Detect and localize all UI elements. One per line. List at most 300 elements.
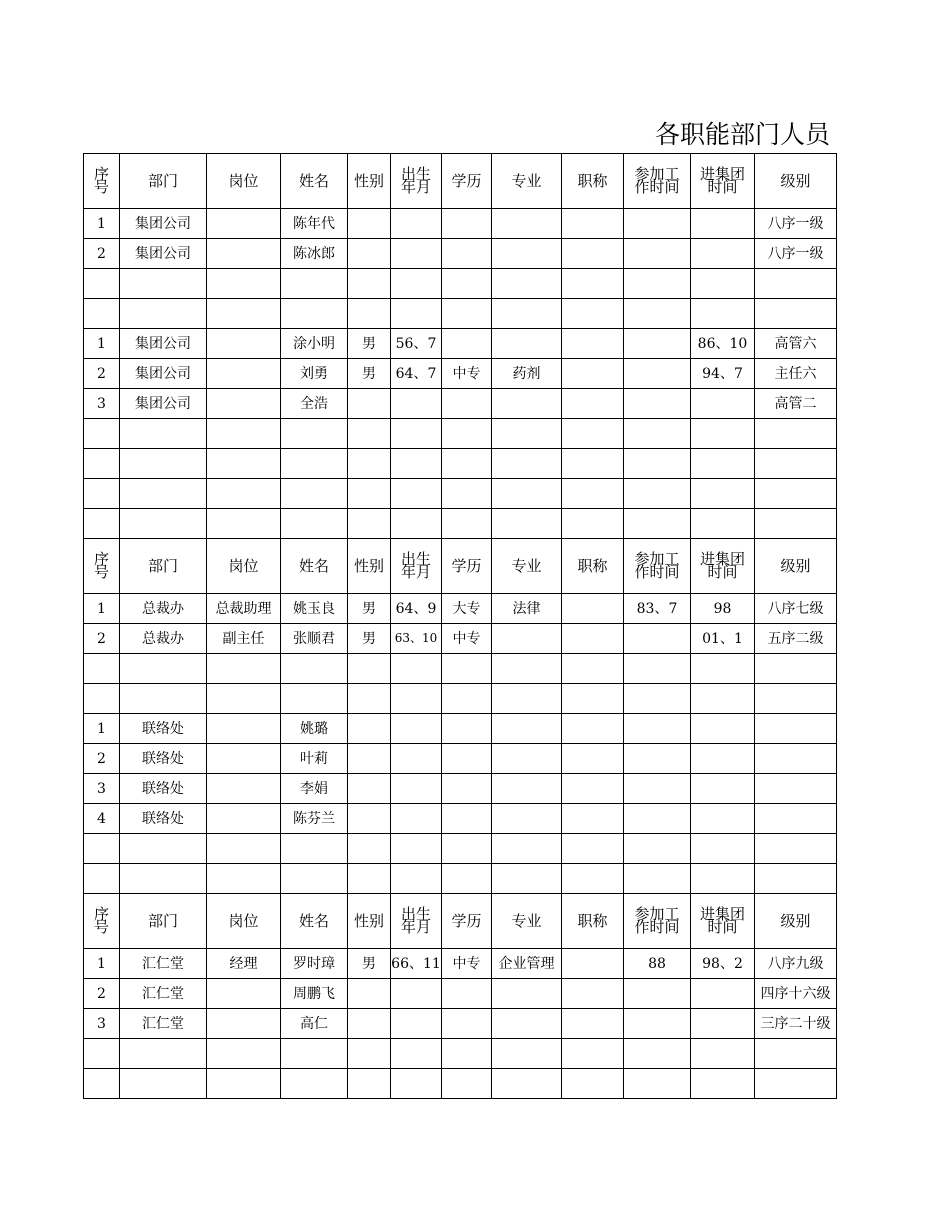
cell-dept[interactable]: 集团公司: [120, 389, 207, 419]
cell-post[interactable]: [207, 419, 281, 449]
cell-dept[interactable]: 汇仁堂: [120, 1009, 207, 1039]
cell-name[interactable]: [281, 834, 348, 864]
cell-gender[interactable]: [348, 834, 391, 864]
cell-dept[interactable]: 联络处: [120, 774, 207, 804]
cell-birth[interactable]: 66、11: [391, 949, 442, 979]
cell-major[interactable]: [492, 744, 562, 774]
cell-seq[interactable]: 1: [84, 329, 120, 359]
cell-seq[interactable]: [84, 269, 120, 299]
cell-join-group[interactable]: 86、10: [691, 329, 755, 359]
cell-edu[interactable]: [442, 1069, 492, 1099]
cell-birth[interactable]: [391, 419, 442, 449]
cell-join-group[interactable]: [691, 979, 755, 1009]
cell-post[interactable]: [207, 479, 281, 509]
cell-birth[interactable]: [391, 509, 442, 539]
cell-major[interactable]: [492, 329, 562, 359]
cell-edu[interactable]: [442, 419, 492, 449]
cell-edu[interactable]: [442, 299, 492, 329]
cell-post[interactable]: [207, 744, 281, 774]
cell-seq[interactable]: 2: [84, 744, 120, 774]
cell-post[interactable]: [207, 329, 281, 359]
cell-join-group[interactable]: [691, 269, 755, 299]
cell-seq[interactable]: 1: [84, 594, 120, 624]
cell-post[interactable]: [207, 654, 281, 684]
cell-seq[interactable]: [84, 299, 120, 329]
cell-seq[interactable]: 2: [84, 979, 120, 1009]
cell-post[interactable]: [207, 804, 281, 834]
cell-gender[interactable]: [348, 1039, 391, 1069]
cell-major[interactable]: [492, 684, 562, 714]
cell-rank-title[interactable]: [562, 479, 624, 509]
cell-work-start[interactable]: [624, 1039, 691, 1069]
cell-gender[interactable]: [348, 419, 391, 449]
cell-dept[interactable]: [120, 1039, 207, 1069]
cell-seq[interactable]: 3: [84, 774, 120, 804]
cell-level[interactable]: [755, 299, 837, 329]
cell-post[interactable]: [207, 239, 281, 269]
cell-join-group[interactable]: [691, 834, 755, 864]
cell-work-start[interactable]: [624, 1009, 691, 1039]
cell-name[interactable]: [281, 299, 348, 329]
cell-work-start[interactable]: [624, 329, 691, 359]
cell-birth[interactable]: 56、7: [391, 329, 442, 359]
cell-name[interactable]: [281, 479, 348, 509]
cell-gender[interactable]: [348, 864, 391, 894]
cell-birth[interactable]: [391, 449, 442, 479]
cell-work-start[interactable]: [624, 479, 691, 509]
cell-name[interactable]: 全浩: [281, 389, 348, 419]
cell-name[interactable]: [281, 419, 348, 449]
cell-join-group[interactable]: [691, 1039, 755, 1069]
cell-level[interactable]: [755, 419, 837, 449]
cell-major[interactable]: [492, 1069, 562, 1099]
cell-birth[interactable]: [391, 774, 442, 804]
cell-name[interactable]: 陈冰郎: [281, 239, 348, 269]
cell-join-group[interactable]: [691, 804, 755, 834]
cell-edu[interactable]: [442, 714, 492, 744]
cell-dept[interactable]: 集团公司: [120, 329, 207, 359]
cell-name[interactable]: 陈芬兰: [281, 804, 348, 834]
cell-major[interactable]: [492, 389, 562, 419]
cell-edu[interactable]: [442, 684, 492, 714]
cell-rank-title[interactable]: [562, 449, 624, 479]
cell-post[interactable]: [207, 1009, 281, 1039]
cell-major[interactable]: [492, 239, 562, 269]
cell-seq[interactable]: 1: [84, 949, 120, 979]
cell-seq[interactable]: [84, 479, 120, 509]
cell-seq[interactable]: [84, 654, 120, 684]
cell-rank-title[interactable]: [562, 1009, 624, 1039]
cell-seq[interactable]: 2: [84, 239, 120, 269]
cell-dept[interactable]: [120, 419, 207, 449]
cell-birth[interactable]: [391, 684, 442, 714]
cell-name[interactable]: 刘勇: [281, 359, 348, 389]
cell-work-start[interactable]: [624, 684, 691, 714]
cell-post[interactable]: [207, 269, 281, 299]
cell-level[interactable]: [755, 269, 837, 299]
cell-major[interactable]: [492, 864, 562, 894]
cell-rank-title[interactable]: [562, 359, 624, 389]
cell-rank-title[interactable]: [562, 509, 624, 539]
cell-join-group[interactable]: [691, 389, 755, 419]
cell-rank-title[interactable]: [562, 389, 624, 419]
cell-major[interactable]: [492, 654, 562, 684]
cell-post[interactable]: [207, 864, 281, 894]
cell-gender[interactable]: [348, 1009, 391, 1039]
cell-edu[interactable]: [442, 239, 492, 269]
cell-level[interactable]: 高管二: [755, 389, 837, 419]
cell-gender[interactable]: [348, 684, 391, 714]
cell-edu[interactable]: [442, 654, 492, 684]
cell-join-group[interactable]: [691, 299, 755, 329]
cell-join-group[interactable]: [691, 744, 755, 774]
cell-level[interactable]: [755, 1039, 837, 1069]
cell-dept[interactable]: [120, 299, 207, 329]
cell-gender[interactable]: [348, 479, 391, 509]
cell-level[interactable]: [755, 804, 837, 834]
cell-work-start[interactable]: [624, 209, 691, 239]
cell-major[interactable]: [492, 1039, 562, 1069]
cell-work-start[interactable]: [624, 269, 691, 299]
cell-work-start[interactable]: [624, 419, 691, 449]
cell-gender[interactable]: [348, 1069, 391, 1099]
cell-birth[interactable]: [391, 1039, 442, 1069]
cell-birth[interactable]: [391, 389, 442, 419]
cell-rank-title[interactable]: [562, 329, 624, 359]
cell-work-start[interactable]: [624, 804, 691, 834]
cell-work-start[interactable]: [624, 864, 691, 894]
cell-work-start[interactable]: [624, 359, 691, 389]
cell-work-start[interactable]: [624, 714, 691, 744]
cell-level[interactable]: [755, 479, 837, 509]
cell-work-start[interactable]: [624, 774, 691, 804]
cell-seq[interactable]: [84, 449, 120, 479]
cell-work-start[interactable]: [624, 654, 691, 684]
cell-major[interactable]: [492, 209, 562, 239]
cell-major[interactable]: 法律: [492, 594, 562, 624]
cell-seq[interactable]: 2: [84, 624, 120, 654]
cell-birth[interactable]: 63、10: [391, 624, 442, 654]
cell-join-group[interactable]: [691, 479, 755, 509]
cell-seq[interactable]: [84, 684, 120, 714]
cell-major[interactable]: [492, 979, 562, 1009]
cell-major[interactable]: [492, 299, 562, 329]
cell-post[interactable]: [207, 1039, 281, 1069]
cell-level[interactable]: [755, 1069, 837, 1099]
cell-gender[interactable]: [348, 449, 391, 479]
cell-work-start[interactable]: [624, 979, 691, 1009]
cell-name[interactable]: [281, 509, 348, 539]
cell-rank-title[interactable]: [562, 834, 624, 864]
cell-dept[interactable]: 联络处: [120, 714, 207, 744]
cell-edu[interactable]: [442, 1039, 492, 1069]
cell-post[interactable]: [207, 209, 281, 239]
cell-level[interactable]: [755, 684, 837, 714]
cell-birth[interactable]: [391, 834, 442, 864]
cell-birth[interactable]: [391, 744, 442, 774]
cell-level[interactable]: 四序十六级: [755, 979, 837, 1009]
cell-birth[interactable]: [391, 804, 442, 834]
cell-gender[interactable]: [348, 299, 391, 329]
cell-birth[interactable]: [391, 654, 442, 684]
cell-post[interactable]: [207, 509, 281, 539]
cell-level[interactable]: 主任六: [755, 359, 837, 389]
cell-rank-title[interactable]: [562, 864, 624, 894]
cell-post[interactable]: [207, 834, 281, 864]
cell-gender[interactable]: 男: [348, 949, 391, 979]
cell-major[interactable]: [492, 624, 562, 654]
cell-gender[interactable]: 男: [348, 359, 391, 389]
cell-rank-title[interactable]: [562, 804, 624, 834]
cell-work-start[interactable]: [624, 449, 691, 479]
cell-gender[interactable]: [348, 269, 391, 299]
cell-level[interactable]: [755, 714, 837, 744]
cell-dept[interactable]: [120, 509, 207, 539]
cell-seq[interactable]: 1: [84, 209, 120, 239]
cell-major[interactable]: [492, 419, 562, 449]
cell-edu[interactable]: [442, 389, 492, 419]
cell-post[interactable]: [207, 1069, 281, 1099]
cell-seq[interactable]: 1: [84, 714, 120, 744]
cell-name[interactable]: [281, 654, 348, 684]
cell-join-group[interactable]: [691, 654, 755, 684]
cell-post[interactable]: [207, 979, 281, 1009]
cell-major[interactable]: 药剂: [492, 359, 562, 389]
cell-dept[interactable]: [120, 654, 207, 684]
cell-gender[interactable]: 男: [348, 329, 391, 359]
cell-gender[interactable]: 男: [348, 594, 391, 624]
cell-major[interactable]: [492, 269, 562, 299]
cell-rank-title[interactable]: [562, 269, 624, 299]
cell-rank-title[interactable]: [562, 594, 624, 624]
cell-major[interactable]: [492, 804, 562, 834]
cell-work-start[interactable]: 88: [624, 949, 691, 979]
cell-edu[interactable]: [442, 744, 492, 774]
cell-edu[interactable]: [442, 774, 492, 804]
cell-post[interactable]: [207, 389, 281, 419]
cell-name[interactable]: 高仁: [281, 1009, 348, 1039]
cell-rank-title[interactable]: [562, 624, 624, 654]
cell-edu[interactable]: [442, 449, 492, 479]
cell-gender[interactable]: [348, 744, 391, 774]
cell-name[interactable]: 姚玉良: [281, 594, 348, 624]
cell-work-start[interactable]: [624, 239, 691, 269]
cell-rank-title[interactable]: [562, 1039, 624, 1069]
cell-major[interactable]: [492, 774, 562, 804]
cell-work-start[interactable]: [624, 744, 691, 774]
cell-major[interactable]: [492, 714, 562, 744]
cell-dept[interactable]: 集团公司: [120, 209, 207, 239]
cell-join-group[interactable]: [691, 509, 755, 539]
cell-seq[interactable]: [84, 419, 120, 449]
cell-join-group[interactable]: [691, 1069, 755, 1099]
cell-major[interactable]: [492, 834, 562, 864]
cell-join-group[interactable]: [691, 774, 755, 804]
cell-edu[interactable]: [442, 864, 492, 894]
cell-join-group[interactable]: 98、2: [691, 949, 755, 979]
cell-level[interactable]: [755, 834, 837, 864]
cell-seq[interactable]: [84, 1069, 120, 1099]
cell-birth[interactable]: [391, 479, 442, 509]
cell-name[interactable]: 涂小明: [281, 329, 348, 359]
cell-dept[interactable]: 联络处: [120, 804, 207, 834]
cell-gender[interactable]: 男: [348, 624, 391, 654]
cell-dept[interactable]: [120, 864, 207, 894]
cell-birth[interactable]: 64、9: [391, 594, 442, 624]
cell-join-group[interactable]: [691, 1009, 755, 1039]
cell-name[interactable]: 张顺君: [281, 624, 348, 654]
cell-name[interactable]: 李娟: [281, 774, 348, 804]
cell-name[interactable]: 叶莉: [281, 744, 348, 774]
cell-dept[interactable]: 联络处: [120, 744, 207, 774]
cell-gender[interactable]: [348, 209, 391, 239]
cell-birth[interactable]: [391, 209, 442, 239]
cell-work-start[interactable]: [624, 389, 691, 419]
cell-level[interactable]: 八序一级: [755, 239, 837, 269]
cell-post[interactable]: 总裁助理: [207, 594, 281, 624]
cell-join-group[interactable]: [691, 684, 755, 714]
cell-post[interactable]: [207, 299, 281, 329]
cell-name[interactable]: 周鹏飞: [281, 979, 348, 1009]
cell-gender[interactable]: [348, 239, 391, 269]
cell-seq[interactable]: [84, 834, 120, 864]
cell-edu[interactable]: 中专: [442, 359, 492, 389]
cell-join-group[interactable]: [691, 864, 755, 894]
cell-seq[interactable]: 3: [84, 1009, 120, 1039]
cell-seq[interactable]: [84, 509, 120, 539]
cell-birth[interactable]: [391, 864, 442, 894]
cell-dept[interactable]: 汇仁堂: [120, 979, 207, 1009]
cell-birth[interactable]: [391, 714, 442, 744]
cell-post[interactable]: [207, 684, 281, 714]
cell-edu[interactable]: 中专: [442, 949, 492, 979]
cell-edu[interactable]: [442, 329, 492, 359]
cell-level[interactable]: 八序一级: [755, 209, 837, 239]
cell-post[interactable]: [207, 774, 281, 804]
cell-dept[interactable]: [120, 1069, 207, 1099]
cell-seq[interactable]: 2: [84, 359, 120, 389]
cell-major[interactable]: [492, 449, 562, 479]
cell-gender[interactable]: [348, 804, 391, 834]
cell-birth[interactable]: [391, 269, 442, 299]
cell-birth[interactable]: [391, 239, 442, 269]
cell-rank-title[interactable]: [562, 299, 624, 329]
cell-dept[interactable]: [120, 684, 207, 714]
cell-gender[interactable]: [348, 979, 391, 1009]
cell-birth[interactable]: [391, 979, 442, 1009]
cell-join-group[interactable]: [691, 714, 755, 744]
cell-edu[interactable]: [442, 509, 492, 539]
cell-edu[interactable]: [442, 479, 492, 509]
cell-gender[interactable]: [348, 389, 391, 419]
cell-work-start[interactable]: 83、7: [624, 594, 691, 624]
cell-edu[interactable]: [442, 269, 492, 299]
cell-rank-title[interactable]: [562, 949, 624, 979]
cell-join-group[interactable]: [691, 239, 755, 269]
cell-dept[interactable]: [120, 834, 207, 864]
cell-name[interactable]: [281, 864, 348, 894]
cell-level[interactable]: [755, 509, 837, 539]
cell-edu[interactable]: 中专: [442, 624, 492, 654]
cell-seq[interactable]: [84, 1039, 120, 1069]
cell-major[interactable]: [492, 479, 562, 509]
cell-birth[interactable]: 64、7: [391, 359, 442, 389]
cell-gender[interactable]: [348, 774, 391, 804]
cell-post[interactable]: [207, 359, 281, 389]
cell-rank-title[interactable]: [562, 979, 624, 1009]
cell-dept[interactable]: 集团公司: [120, 359, 207, 389]
cell-level[interactable]: [755, 864, 837, 894]
cell-work-start[interactable]: [624, 509, 691, 539]
cell-gender[interactable]: [348, 654, 391, 684]
cell-join-group[interactable]: [691, 419, 755, 449]
cell-join-group[interactable]: 94、7: [691, 359, 755, 389]
cell-edu[interactable]: [442, 979, 492, 1009]
cell-dept[interactable]: 集团公司: [120, 239, 207, 269]
cell-gender[interactable]: [348, 714, 391, 744]
cell-rank-title[interactable]: [562, 744, 624, 774]
cell-birth[interactable]: [391, 299, 442, 329]
cell-rank-title[interactable]: [562, 684, 624, 714]
cell-rank-title[interactable]: [562, 209, 624, 239]
cell-work-start[interactable]: [624, 299, 691, 329]
cell-level[interactable]: [755, 744, 837, 774]
cell-edu[interactable]: [442, 209, 492, 239]
cell-name[interactable]: [281, 269, 348, 299]
cell-level[interactable]: [755, 654, 837, 684]
cell-rank-title[interactable]: [562, 239, 624, 269]
cell-birth[interactable]: [391, 1069, 442, 1099]
cell-rank-title[interactable]: [562, 654, 624, 684]
cell-dept[interactable]: 总裁办: [120, 624, 207, 654]
cell-major[interactable]: [492, 1009, 562, 1039]
cell-edu[interactable]: [442, 1009, 492, 1039]
cell-major[interactable]: 企业管理: [492, 949, 562, 979]
cell-seq[interactable]: [84, 864, 120, 894]
cell-dept[interactable]: 总裁办: [120, 594, 207, 624]
cell-rank-title[interactable]: [562, 714, 624, 744]
cell-name[interactable]: 姚璐: [281, 714, 348, 744]
cell-edu[interactable]: [442, 804, 492, 834]
cell-level[interactable]: 三序二十级: [755, 1009, 837, 1039]
cell-edu[interactable]: 大专: [442, 594, 492, 624]
cell-dept[interactable]: 汇仁堂: [120, 949, 207, 979]
cell-rank-title[interactable]: [562, 774, 624, 804]
cell-seq[interactable]: 3: [84, 389, 120, 419]
cell-work-start[interactable]: [624, 624, 691, 654]
cell-major[interactable]: [492, 509, 562, 539]
cell-seq[interactable]: 4: [84, 804, 120, 834]
cell-join-group[interactable]: [691, 449, 755, 479]
cell-edu[interactable]: [442, 834, 492, 864]
cell-post[interactable]: 副主任: [207, 624, 281, 654]
cell-level[interactable]: 五序二级: [755, 624, 837, 654]
cell-work-start[interactable]: [624, 1069, 691, 1099]
cell-dept[interactable]: [120, 269, 207, 299]
cell-work-start[interactable]: [624, 834, 691, 864]
cell-name[interactable]: [281, 1039, 348, 1069]
cell-join-group[interactable]: 01、1: [691, 624, 755, 654]
cell-gender[interactable]: [348, 509, 391, 539]
cell-dept[interactable]: [120, 449, 207, 479]
cell-name[interactable]: [281, 684, 348, 714]
cell-level[interactable]: 高管六: [755, 329, 837, 359]
cell-level[interactable]: 八序九级: [755, 949, 837, 979]
cell-post[interactable]: 经理: [207, 949, 281, 979]
cell-name[interactable]: [281, 449, 348, 479]
cell-post[interactable]: [207, 449, 281, 479]
cell-level[interactable]: 八序七级: [755, 594, 837, 624]
